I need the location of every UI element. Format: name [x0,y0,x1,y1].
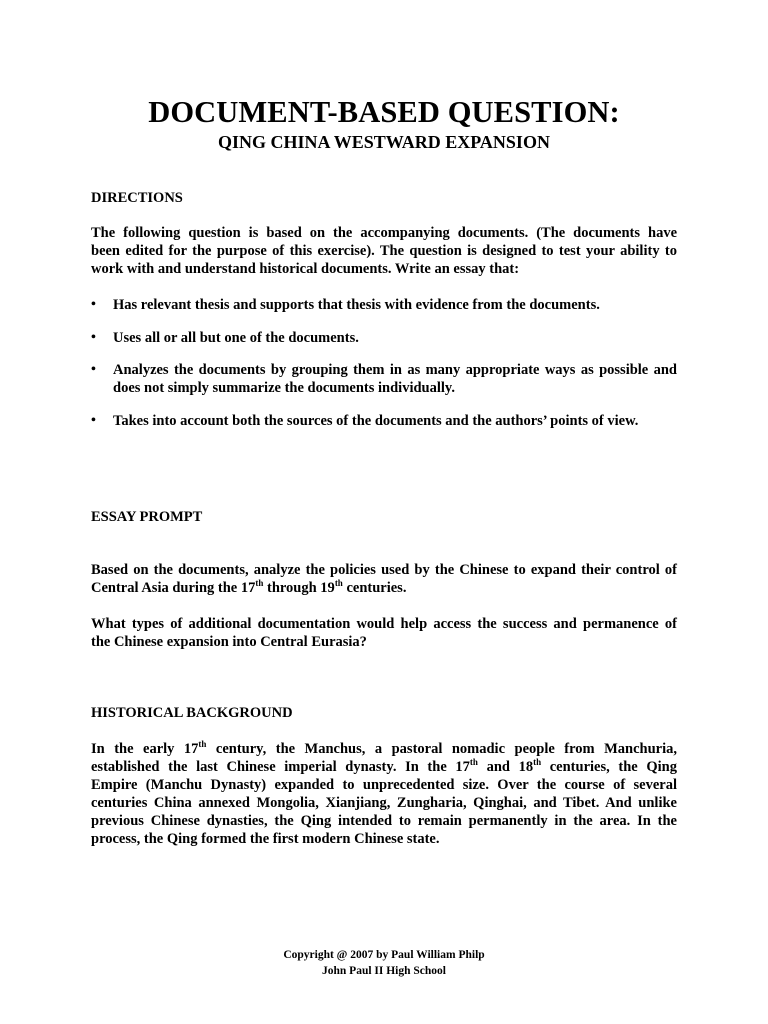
essay-prompt-text: through 19 [263,580,335,596]
background-text: century, the Manchus, a pastoral nomadic people from Manchuria, [206,741,678,757]
superscript: th [334,578,343,588]
document-subtitle: QING CHINA WESTWARD EXPANSION [218,132,550,152]
background-text: established the last Chinese imperial dynasty. In the 17 [91,759,470,775]
superscript: th [533,757,542,767]
directions-intro [91,224,677,278]
essay-prompt-line [91,579,677,597]
bullet-icon: • [91,330,96,345]
directions-intro-line: The following question is based on the accompanying documents. (The documents have [91,225,677,241]
bullet-text [113,361,677,397]
directions-heading: DIRECTIONS [91,190,183,206]
superscript: th [198,739,207,749]
bullet-icon: • [91,362,96,377]
essay-prompt-heading: ESSAY PROMPT [91,509,203,525]
superscript: th [469,757,478,767]
bullet-text-line: does not simply summarize the documents individually. [113,380,455,396]
background-text: and 18 [477,759,534,775]
bullet-icon: • [91,413,96,428]
directions-intro-line: work with and understand historical documents. Write an essay that: [91,261,520,277]
essay-prompt-paragraph-2 [91,615,677,651]
background-line: previous Chinese dynasties, the Qing intended to remain permanently in the area. In the [91,813,677,829]
historical-background-paragraph [91,740,677,848]
bullet-text: Takes into account both the sources of the documents and the authors’ points of view. [113,413,639,429]
background-line: Empire (Manchu Dynasty) expanded to unprecedented size. Over the course of several [91,777,677,793]
superscript: th [255,578,264,588]
background-line: process, the Qing formed the first modern Chinese state. [91,831,440,847]
historical-background-heading: HISTORICAL BACKGROUND [91,705,293,721]
background-line [91,740,677,758]
essay-prompt-line: the Chinese expansion into Central Eurasia? [91,634,367,650]
document-title: DOCUMENT-BASED QUESTION: [148,95,620,129]
background-line: centuries China annexed Mongolia, Xianjiang, Zungharia, Qinghai, and Tibet. And unlike [91,795,677,811]
background-line [91,758,677,776]
footer-copyright: Copyright @ 2007 by Paul William Philp [283,949,485,961]
bullet-text-line: Analyzes the documents by grouping them in as many appropriate ways as possible and [113,362,677,378]
background-text: In the early 17 [91,741,199,757]
essay-prompt-text: centuries. [342,580,407,596]
essay-prompt-line: Based on the documents, analyze the policies used by the Chinese to expand their control of [91,562,677,578]
bullet-text: Has relevant thesis and supports that thesis with evidence from the documents. [113,297,600,313]
footer-school: John Paul II High School [322,965,446,977]
background-text: centuries, the Qing [541,759,677,775]
essay-prompt-line: What types of additional documentation would help access the success and permanence of [91,616,677,632]
bullet-text: Uses all or all but one of the documents. [113,330,359,346]
bullet-icon: • [91,297,96,312]
essay-prompt-paragraph-1 [91,561,677,597]
directions-intro-line: been edited for the purpose of this exercise). The question is designed to test your ability to [91,243,677,259]
essay-prompt-text: Central Asia during the 17 [91,580,256,596]
